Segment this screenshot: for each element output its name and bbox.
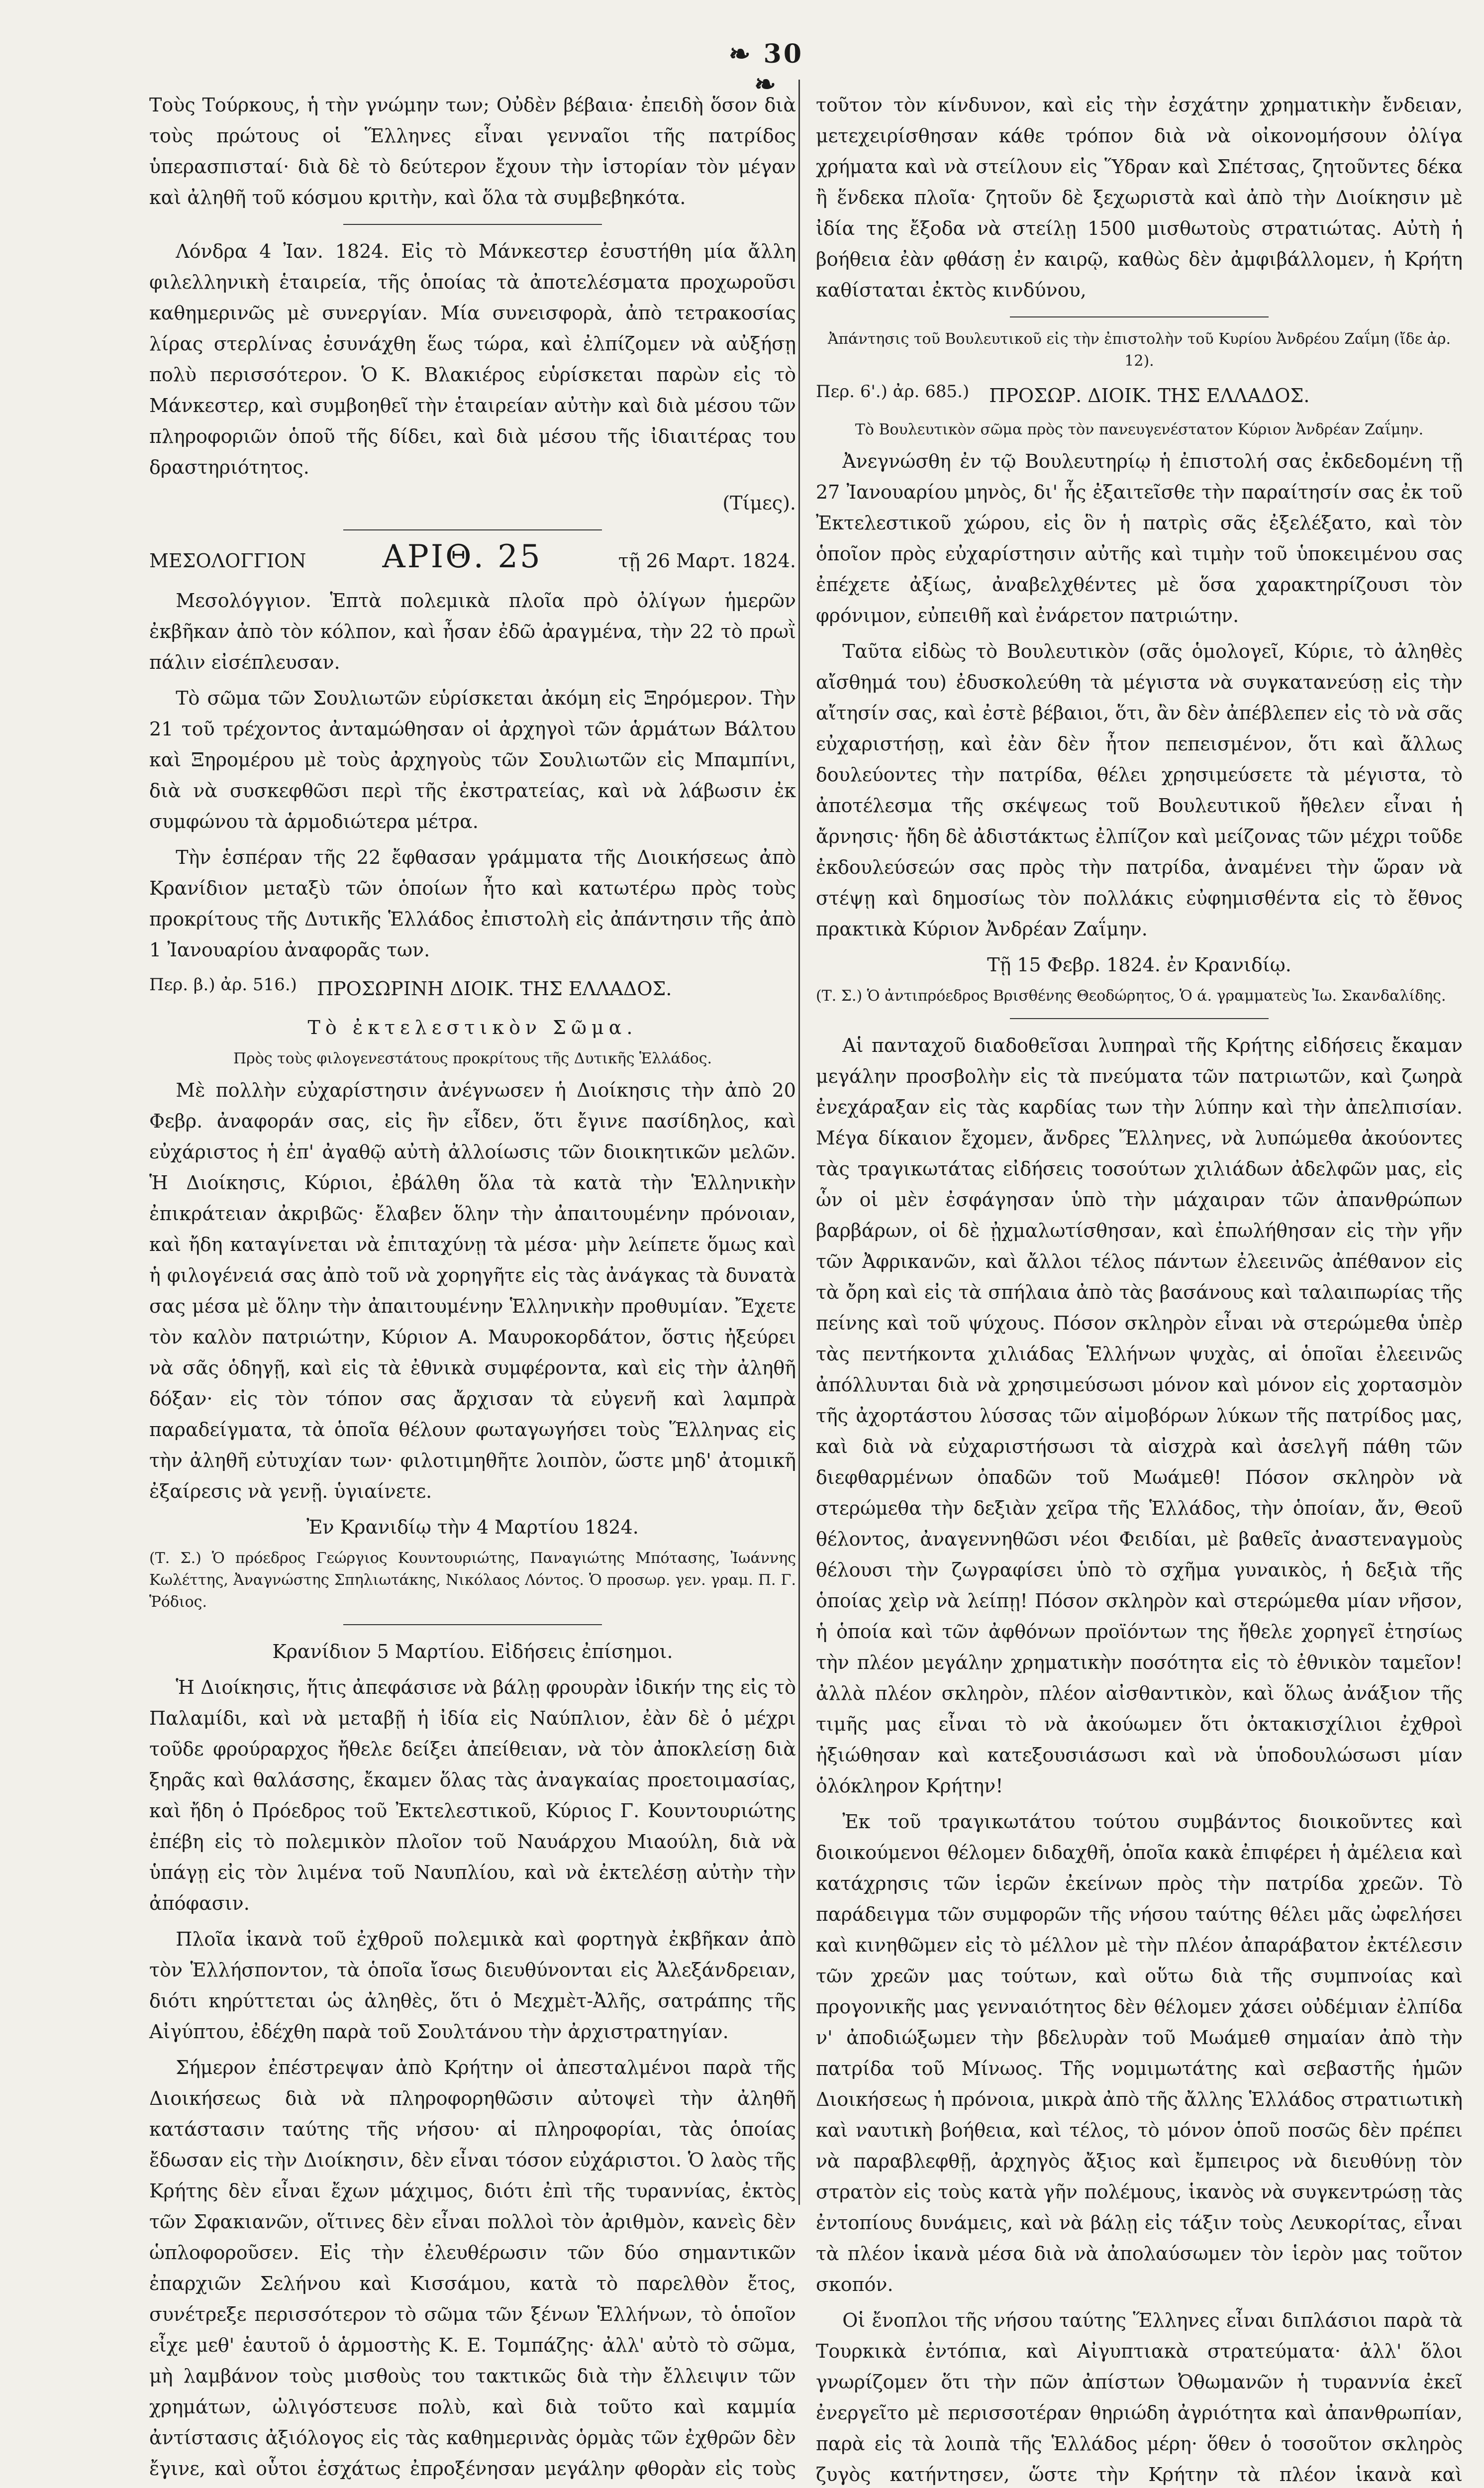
left-column [149, 90, 796, 2488]
letter-body: Ἀνεγνώσθη ἐν τῷ Βουλευτηρίῳ ἡ ἐπιστολή σας ἐκδεδομένη τῇ 27 Ἰανουαρίου μηνὸς, δι' ἧς ἐξαιτεῖσθε τὴν παραίτησίν σας ἐκ τοῦ Ἐκτελεστικοῦ χώρου, εἰς ὃν ἡ πατρὶς σᾶς ἐξελέξατο, καὶ τὸν ὁποῖον πρὸς εὐχαρίστησιν αὐτῆς καὶ τιμὴν τοῦ ὑποκειμένου σας ἐπέχετε ἀξίως, ἀναβελχθέντες μὲ ὅσα χαρακτηρίζουσι τὸν φρόνιμον, εὐπειθῆ καὶ ἐνάρετον πατριώτην. [816, 450, 1463, 626]
addressee: Πρὸς τοὺς φιλογενεστάτους προκρίτους τῆς Δυτικῆς Ἑλλάδος. [233, 1050, 712, 1067]
article-paragraph: τοῦτον τὸν κίνδυνον, καὶ εἰς τὴν ἐσχάτην χρηματικὴν ἔνδειαν, μετεχειρίσθησαν κάθε τρόπον διὰ νὰ οἰκονομήσουν ὀλίγα χρήματα καὶ νὰ στείλουν εἰς Ὕδραν καὶ Σπέτσας, ζητοῦντες δέκα ἢ ἕνδεκα πλοῖα· ζητοῦν δὲ ξεχωριστὰ καὶ ἀπὸ τὴν Διοίκησιν μὲ ἰδία της ἔξοδα νὰ στείλῃ 1500 μισθωτοὺς στρατιώτας. Αὐτὴ ἡ βοήθεια ἐὰν φθάσῃ ἐν καιρῷ, καθὼς δὲν ἀμφιβάλλομεν, ἡ Κρήτη καθίσταται ἐκτὸς κινδύνου, [816, 94, 1463, 301]
government-title: ΠΡΟΣΩΡ. ΔΙΟΙΚ. ΤΗΣ ΕΛΛΑΔΟΣ. [989, 385, 1310, 407]
reference-number: Περ. β.) ἀρ. 516.) [149, 975, 297, 995]
issue-place: ΜΕΣΟΛΟΓΓΙΟΝ [149, 550, 306, 572]
letter-body: Μὲ πολλὴν εὐχαρίστησιν ἀνέγνωσεν ἡ Διοίκησις τὴν ἀπὸ 20 Φεβρ. ἀναφοράν σας, εἰς ἣν εἶδεν, ὅτι ἔγινε πασίδηλος, καὶ εὐχάριστος ἡ ἐπ' ἀγαθῷ αὐτὴ ἀλλοίωσις τῶν διοικητικῶν μελῶν. Ἡ Διοίκησις, Κύριοι, ἐβάλθη ὅλα τὰ κατὰ τὴν Ἑλληνικὴν ἐπικράτειαν ἀκριβῶς· ἔλαβεν ὅλην τὴν ἀπαιτουμένην πρόνοιαν, καὶ ἤδη καταγίνεται νὰ ἐπιταχύνῃ τὰ μέσα· μὴν λείπετε ὅμως καὶ ἡ φιλογένειά σας ἀπὸ τοῦ νὰ χορηγῆτε εἰς τὰς ἀνάγκας τὰ δυνατὰ σας μέσα μὲ ὅλην τὴν ἀπαιτουμένην Ἑλληνικὴν προθυμίαν. Ἔχετε τὸν καλὸν πατριώτην, Κύριον Α. Μαυροκορδάτον, ὅστις ἠξεύρει νὰ σᾶς ὁδηγῇ, καὶ εἰς τὰ ἐθνικὰ συμφέροντα, καὶ εἰς τὴν ἀληθῆ δόξαν· εἰς τὸν τόπον σας ἄρχισαν τὰ εὐγενῆ καὶ λαμπρὰ παραδείγματα, τὰ ὁποῖα θέλουν φωταγωγήσει τοὺς Ἕλληνας εἰς τὴν ἀληθῆ εὐτυχίαν των· φιλοτιμηθῆτε λοιπὸν, ὥστε μηδ' ἀτομικῆ ἐξαίρεσις νὰ γενῇ. ὑγιαίνετε. [149, 1079, 796, 1502]
government-title: ΠΡΟΣΩΡΙΝΗ ΔΙΟΙΚ. ΤΗΣ ΕΛΛΑΔΟΣ. [316, 978, 672, 1000]
london-report: Λόνδρα 4 Ἰαν. 1824. Εἰς τὸ Μάνκεστερ ἐσυστήθη μία ἄλλη φιλελληνικὴ ἑταιρεία, τῆς ὁποίας τὰ ἀποτελέσματα προχωροῦσι καθημερινῶς μὲ συνεργίαν. Μία συνεισφορὰ, ἀπὸ τετρακοσίας λίρας στερλίνας ἐσυνάχθη ἕως τώρα, καὶ ἐλπίζομεν νὰ αὐξήσῃ πολὺ περισσότερον. Ὁ Κ. Βλακιέρος εὑρίσκεται παρὼν εἰς τὸ Μάνκεστερ, καὶ συμβοηθεῖ τὴν ἑταιρείαν αὐτὴν καὶ διὰ μέσου τῶν πληροφοριῶν ὁποῦ τῆς δίδει, καὶ διὰ μέσου τῆς ἰδιαιτέρας του δραστηριότητος. [149, 240, 796, 478]
separator [343, 529, 602, 530]
page-number: ❧ 30 ❧ [728, 39, 804, 100]
reference-number: Περ. 6'.) ἀρ. 685.) [816, 382, 970, 402]
article-paragraph: Τὴν ἑσπέραν τῆς 22 ἔφθασαν γράμματα τῆς Διοικήσεως ἀπὸ Κρανίδιον μεταξὺ τῶν ὁποίων ἦτο καὶ κατωτέρω πρὸς τοὺς προκρίτους τῆς Δυτικῆς Ἑλλάδος ἐπιστολὴ εἰς ἀπάντησιν τῆς ἀπὸ 1 Ἰανουαρίου ἀναφορᾶς των. [149, 846, 796, 961]
section-heading: Κρανίδιον 5 Μαρτίου. Εἰδήσεις ἐπίσημοι. [272, 1641, 673, 1662]
issue-header [149, 538, 796, 576]
document-header [149, 973, 796, 1004]
letter-date: Ἐν Κρανιδίῳ τὴν 4 Μαρτίου 1824. [306, 1516, 639, 1538]
document-header [816, 380, 1463, 411]
separator [343, 1624, 602, 1625]
column-divider [798, 80, 800, 2205]
article-paragraph: Αἱ πανταχοῦ διαδοθεῖσαι λυπηραὶ τῆς Κρήτης εἰδήσεις ἔκαμαν μεγάλην προσβολὴν εἰς τὰ πνεύματα τῶν πατριωτῶν, καὶ ζωηρὰ ἐνεχάραξαν εἰς τὰς καρδίας των τὴν λύπην καὶ τὴν ἀπελπισίαν. Μέγα δίκαιον ἔχομεν, ἄνδρες Ἕλληνες, νὰ λυπώμεθα ἀκούοντες τὰς τραγικωτάτας εἰδήσεις τοσούτων χιλιάδων ἀδελφῶν μας, εἰς ὧν οἱ μὲν ἐσφάγησαν ὑπὸ τὴν μάχαιραν τῶν ἀπανθρώπων βαρβάρων, οἱ δὲ ᾐχμαλωτίσθησαν, καὶ ἐπωλήθησαν εἰς τὴν γῆν τῶν Ἀφρικανῶν, καὶ ἄλλοι τέλος πάντων ἐλεεινῶς ἀπέθανον εἰς τὰ ὄρη καὶ εἰς τὰ σπήλαια ἀπὸ τὰς βασάνους καὶ ταλαιπωρίας τῆς πείνης καὶ τοῦ ψύχους. Πόσον σκληρὸν εἶναι νὰ στερώμεθα ὑπὲρ τὰς πεντήκοντα χιλιάδας Ἑλλήνων ψυχὰς, αἱ ὁποῖαι ἐλεεινῶς ἀπόλλυνται διὰ νὰ χρησιμεύσωσι μόνον καὶ μόνον εἰς χορτασμὸν τῆς ἀχορτάστου λύσσας τῶν αἱμοβόρων λύκων τῆς πατρίδος μας, καὶ διὰ νὰ εὐχαριστήσωσι τὰ αἰσχρὰ καὶ ἀσελγῆ πάθη τῶν διεφθαρμένων ὀπαδῶν τοῦ Μωάμεθ! Πόσον σκληρὸν νὰ στερώμεθα τὴν δεξιὰν χεῖρα τῆς Ἑλλάδος, τὴν ὁποίαν, ἄν, Θεοῦ θέλοντος, ἀναγεννηθῶσι νέοι Φειδίαι, μὲ βαθεῖς ἀναστεναγμοὺς θέλουσι τὴν ζωγραφίσει ὑπὸ τὸ σχῆμα γυναικὸς, ἡ δεξιὰ τῆς ὁποίας χεὶρ νὰ λείπῃ! Πόσον σκληρὸν καὶ στερώμεθα μίαν νῆσον, ἡ ὁποία καὶ τῶν ἀφθόνων προϊόντων της ἤθελε χορηγεῖ ἐτησίως τὴν πλέον μεγάλην χρηματικὴν ποσότητα εἰς τὸ ἐθνικὸν ταμεῖον! ἀλλὰ πλέον σκληρὸν, πλέον αἰσθαντικὸν, καὶ ὅλως ἀνάξιον τῆς τιμῆς μας εἶναι τὸ νὰ ἀκούωμεν ὅτι ὀκτακισχίλιοι ἐχθροὶ ἠξιώθησαν καὶ κατεξουσιάσωσι καὶ νὰ ὑποδουλώσωσι μίαν ὁλόκληρον Κρήτην! [816, 1035, 1463, 1797]
source-signature: (Τίμες). [722, 492, 796, 514]
letter-date: Τῇ 15 Φεβρ. 1824. ἐν Κρανιδίῳ. [987, 954, 1291, 976]
separator [343, 224, 602, 225]
issue-number: ΑΡΙΘ. 25 [382, 538, 542, 575]
article-paragraph: Ἡ Διοίκησις, ἥτις ἀπεφάσισε νὰ βάλῃ φρουρὰν ἰδικήν της εἰς τὸ Παλαμίδι, καὶ νὰ μεταβῇ ἡ ἰδία εἰς Ναύπλιον, ἐὰν δὲ ὁ μέχρι τοῦδε φρούραρχος ἤθελε δείξει ἀπείθειαν, νὰ τὸν ἀποκλείσῃ διὰ ξηρᾶς καὶ θαλάσσης, ἔκαμεν ὅλας τὰς ἀναγκαίας προετοιμασίας, καὶ ἤδη ὁ Πρόεδρος τοῦ Ἐκτελεστικοῦ, Κύριος Γ. Κουντουριώτης ἐπέβη εἰς τὸ πολεμικὸν πλοῖον τοῦ Ναυάρχου Μιαούλη, διὰ νὰ ὑπάγῃ εἰς τὸν λιμένα τοῦ Ναυπλίου, καὶ νὰ ἐκτελέσῃ αὐτὴν τὴν ἀπόφασιν. [149, 1676, 796, 1914]
article-paragraph: Οἱ ἔνοπλοι τῆς νήσου ταύτης Ἕλληνες εἶναι διπλάσιοι παρὰ τὰ Τουρκικὰ ἐντόπια, καὶ Αἰγυπτιακὰ στρατεύματα· ἀλλ' ὅλοι γνωρίζομεν ὅτι τὴν πῶν ἀπίστων Ὀθωμανῶν ἡ τυραννία ἐκεῖ ἐνεργεῖτο μὲ περισσοτέραν θηριώδη ἀγριότητα καὶ ἀπανθρωπίαν, παρὰ εἰς τὰ λοιπὰ τῆς Ἑλλάδος μέρη· ὅθεν ὁ τοσοῦτον σκληρὸς ζυγὸς κατήντησεν, ὥστε τὴν Κρήτην τὰ πλέον ἱκανὰ καὶ [816, 2309, 1463, 2486]
article-paragraph: Τὸ σῶμα τῶν Σουλιωτῶν εὑρίσκεται ἀκόμη εἰς Ξηρόμερον. Τὴν 21 τοῦ τρέχοντος ἀνταμώθησαν οἱ ἀρχηγοὶ τῶν ἁρμάτων Βάλτου καὶ Ξηρομέρου μὲ τοὺς ἀρχηγοὺς τῶν Σουλιωτῶν εἰς Μπαμπίνι, διὰ νὰ συσκεφθῶσι περὶ τῆς ἐκστρατείας, καὶ νὰ λάβωσιν ἐκ συμφώνου τὰ ἁρμοδιώτερα μέτρα. [149, 687, 796, 832]
letter-signatures: (Τ. Σ.) Ὁ ἀντιπρόεδρος Βρισθένης Θεοδώρητος, Ὁ ά. γραμματεὺς Ἰω. Σκανδαλίδης. [816, 987, 1446, 1005]
article-paragraph: Πλοῖα ἱκανὰ τοῦ ἐχθροῦ πολεμικὰ καὶ φορτηγὰ ἐκβῆκαν ἀπὸ τὸν Ἑλλήσποντον, τὰ ὁποῖα ἴσως διευθύνονται εἰς Ἀλεξάνδρειαν, διότι κηρύττεται ὡς ἀληθὲς, ὅτι ὁ Μεχμὲτ-Ἀλῆς, σατράπης τῆς Αἰγύπτου, ἐδέχθη παρὰ τοῦ Σουλτάνου τὴν ἀρχιστρατηγίαν. [149, 1928, 796, 2043]
article-paragraph: Ἐκ τοῦ τραγικωτάτου τούτου συμβάντος διοικοῦντες καὶ διοικούμενοι θέλομεν διδαχθῆ, ὁποῖα κακὰ ἐπιφέρει ἡ ἀμέλεια καὶ κατάχρησις τῶν ἱερῶν ἐκείνων πρὸς τὴν πατρίδα χρεῶν. Τὸ παράδειγμα τῶν συμφορῶν τῆς νήσου ταύτης θέλει μᾶς ὠφελήσει καὶ κινηθῶμεν εἰς τὸ μέλλον μὲ τὴν πλέον ἀπαράβατον ἐκτέλεσιν τῶν χρεῶν μας τούτων, καὶ οὕτω διὰ τῆς συμπνοίας καὶ προγονικῆς μας γενναιότητος δὲν θέλομεν χάσει οὐδέμιαν ἐλπίδα ν' ἀποδιώξωμεν τὴν βδελυρὰν τοῦ Μωάμεθ σημαίαν ἀπὸ τὴν πατρίδα τοῦ Μίνωος. Τῆς νομιμωτάτης καὶ σεβαστῆς ἡμῶν Διοικήσεως ἡ πρόνοια, μικρὰ ἀπὸ τῆς ἄλλης Ἑλλάδος στρατιωτικὴ καὶ ναυτικὴ βοήθεια, καὶ τέλος, τὸ μόνον ὁποῦ ποσῶς δὲν πρέπει νὰ παραβλεφθῇ, ἀρχηγὸς ἄξιος καὶ ἔμπειρος νὰ διευθύνῃ τὸν στρατὸν εἰς τοὺς κατὰ γῆν πολέμους, ἱκανὸς νὰ συγκεντρώσῃ τὰς ἐντοπίους δυνάμεις, καὶ νὰ βάλῃ εἰς τάξιν τοὺς Λευκορίτας, εἶναι τὰ πλέον ἱκανὰ μέσα διὰ νὰ ἀπολαύσωμεν τὸν ἱερὸν μας τοῦτον σκοπόν. [816, 1811, 1463, 2295]
article-paragraph: Μεσολόγγιον. Ἑπτὰ πολεμικὰ πλοῖα πρὸ ὀλίγων ἡμερῶν ἐκβῆκαν ἀπὸ τὸν κόλπον, καὶ ἦσαν ἐδῶ ἀραγμένα, τὴν 22 τὸ πρωῒ πάλιν εἰσέπλευσαν. [149, 590, 796, 673]
body-title: Τὸ ἐκτελεστικὸν Σῶμα. [307, 1017, 638, 1038]
article-paragraph: Τοὺς Τούρκους, ἡ τὴν γνώμην των; Οὐδὲν βέβαια· ἐπειδὴ ὅσον διὰ τοὺς πρώτους οἱ Ἕλληνες εἶναι γενναῖοι τῆς πατρίδος ὑπερασπισταί· διὰ δὲ τὸ δεύτερον ἔχουν τὴν ἱστορίαν τὸν μέγαν καὶ ἀληθῆ τοῦ κόσμου κριτὴν, καὶ ὅλα τὰ συμβεβηκότα. [149, 94, 796, 208]
letter-body: Ταῦτα εἰδὼς τὸ Βουλευτικὸν (σᾶς ὁμολογεῖ, Κύριε, τὸ ἀληθὲς αἴσθημά του) ἐδυσκολεύθη τὰ μέγιστα νὰ συγκατανεύσῃ εἰς τὴν αἴτησίν σας, καὶ ἐστὲ βέβαιοι, ὅτι, ἂν δὲν ἀπέβλεπεν εἰς τὸ νὰ σᾶς εὐχαριστήσῃ, καὶ ἐὰν δὲν ἦτον πεπεισμένον, ὅτι καὶ ἄλλως δουλεύοντες τὴν πατρίδα, θέλει χρησιμεύσετε τὰ μέγιστα, τὸ ἀποτέλεσμα τῆς σκέψεως τοῦ Βουλευτικοῦ ἤθελεν εἶναι ἡ ἄρνησις· ἤδη δὲ ἀδιστάκτως ἐλπίζον καὶ μείζονας τῶν μέχρι τοῦδε ἐκδουλεύσεών σας πρὸς τὴν πατρίδα, ἀναμένει τὴν ὥραν νὰ στέψῃ καὶ δημοσίως τὸν πολλάκις εὐφημισθέντα εἰς τὸ ἔθνος πρακτικὰ Κύριον Ἀνδρέαν Ζαΐμην. [816, 640, 1463, 940]
addressee: Τὸ Βουλευτικὸν σῶμα πρὸς τὸν πανευγενέστατον Κύριον Ἀνδρέαν Ζαΐμην. [855, 421, 1424, 438]
article-paragraph: Σήμερον ἐπέστρεψαν ἀπὸ Κρήτην οἱ ἀπεσταλμένοι παρὰ τῆς Διοικήσεως διὰ νὰ πληροφορηθῶσιν αὐτοψεὶ τὴν ἀληθῆ κατάστασιν ταύτης τῆς νήσου· αἱ πληροφορίαι, τὰς ὁποίας ἔδωσαν εἰς τὴν Διοίκησιν, δὲν εἶναι τόσον εὐχάριστοι. Ὁ λαὸς τῆς Κρήτης δὲν εἶναι ἔχων μάχιμος, διότι ἐπὶ τῆς τυραννίας, ἐκτὸς τῶν Σφακιανῶν, οἵτινες δὲν εἶναι πολλοὶ τὸν ἀριθμὸν, κανεὶς δὲν ὡπλοφοροῦσεν. Εἰς τὴν ἐλευθέρωσιν τῶν δύο σημαντικῶν ἐπαρχιῶν Σελήνου καὶ Κισσάμου, κατὰ τὸ παρελθὸν ἔτος, συνέτρεξε περισσότερον τὸ σῶμα τῶν ξένων Ἑλλήνων, τὸ ὁποῖον εἶχε μεθ' ἑαυτοῦ ὁ ἁρμοστὴς Κ. Ε. Τομπάζης· ἀλλ' αὐτὸ τὸ σῶμα, μὴ λαμβάνον τοὺς μισθοὺς του τακτικῶς διὰ τὴν ἔλλειψιν τῶν χρημάτων, ὠλιγόστευσε πολὺ, καὶ διὰ τοῦτο καὶ καμμία ἀντίστασις ἀξιόλογος εἰς τὰς καθημερινὰς ὁρμὰς τῶν ἐχθρῶν δὲν ἔγινε, καὶ οὗτοι ἐσχάτως ἐπροξένησαν μεγάλην φθορὰν εἰς τοὺς [149, 2057, 796, 2480]
reply-heading: Ἀπάντησις τοῦ Βουλευτικοῦ εἰς τὴν ἐπιστολὴν τοῦ Κυρίου Ἀνδρέου Ζαΐμη (ἴδε ἀρ. 12). [827, 330, 1451, 370]
separator [1010, 1018, 1269, 1019]
separator [1010, 316, 1269, 317]
letter-signatures: (Τ. Σ.) Ὁ πρόεδρος Γεώργιος Κουντουριώτης, Παναγιώτης Μπότασης, Ἰωάννης Κωλέττης, Ἀναγνώστης Σπηλιωτάκης, Νικόλαος Λόντος. Ὁ προσωρ. γεν. γραμ. Π. Γ. Ῥόδιος. [149, 1550, 796, 1611]
right-column [816, 90, 1463, 2488]
issue-date: τῇ 26 Μαρτ. 1824. [618, 550, 796, 572]
